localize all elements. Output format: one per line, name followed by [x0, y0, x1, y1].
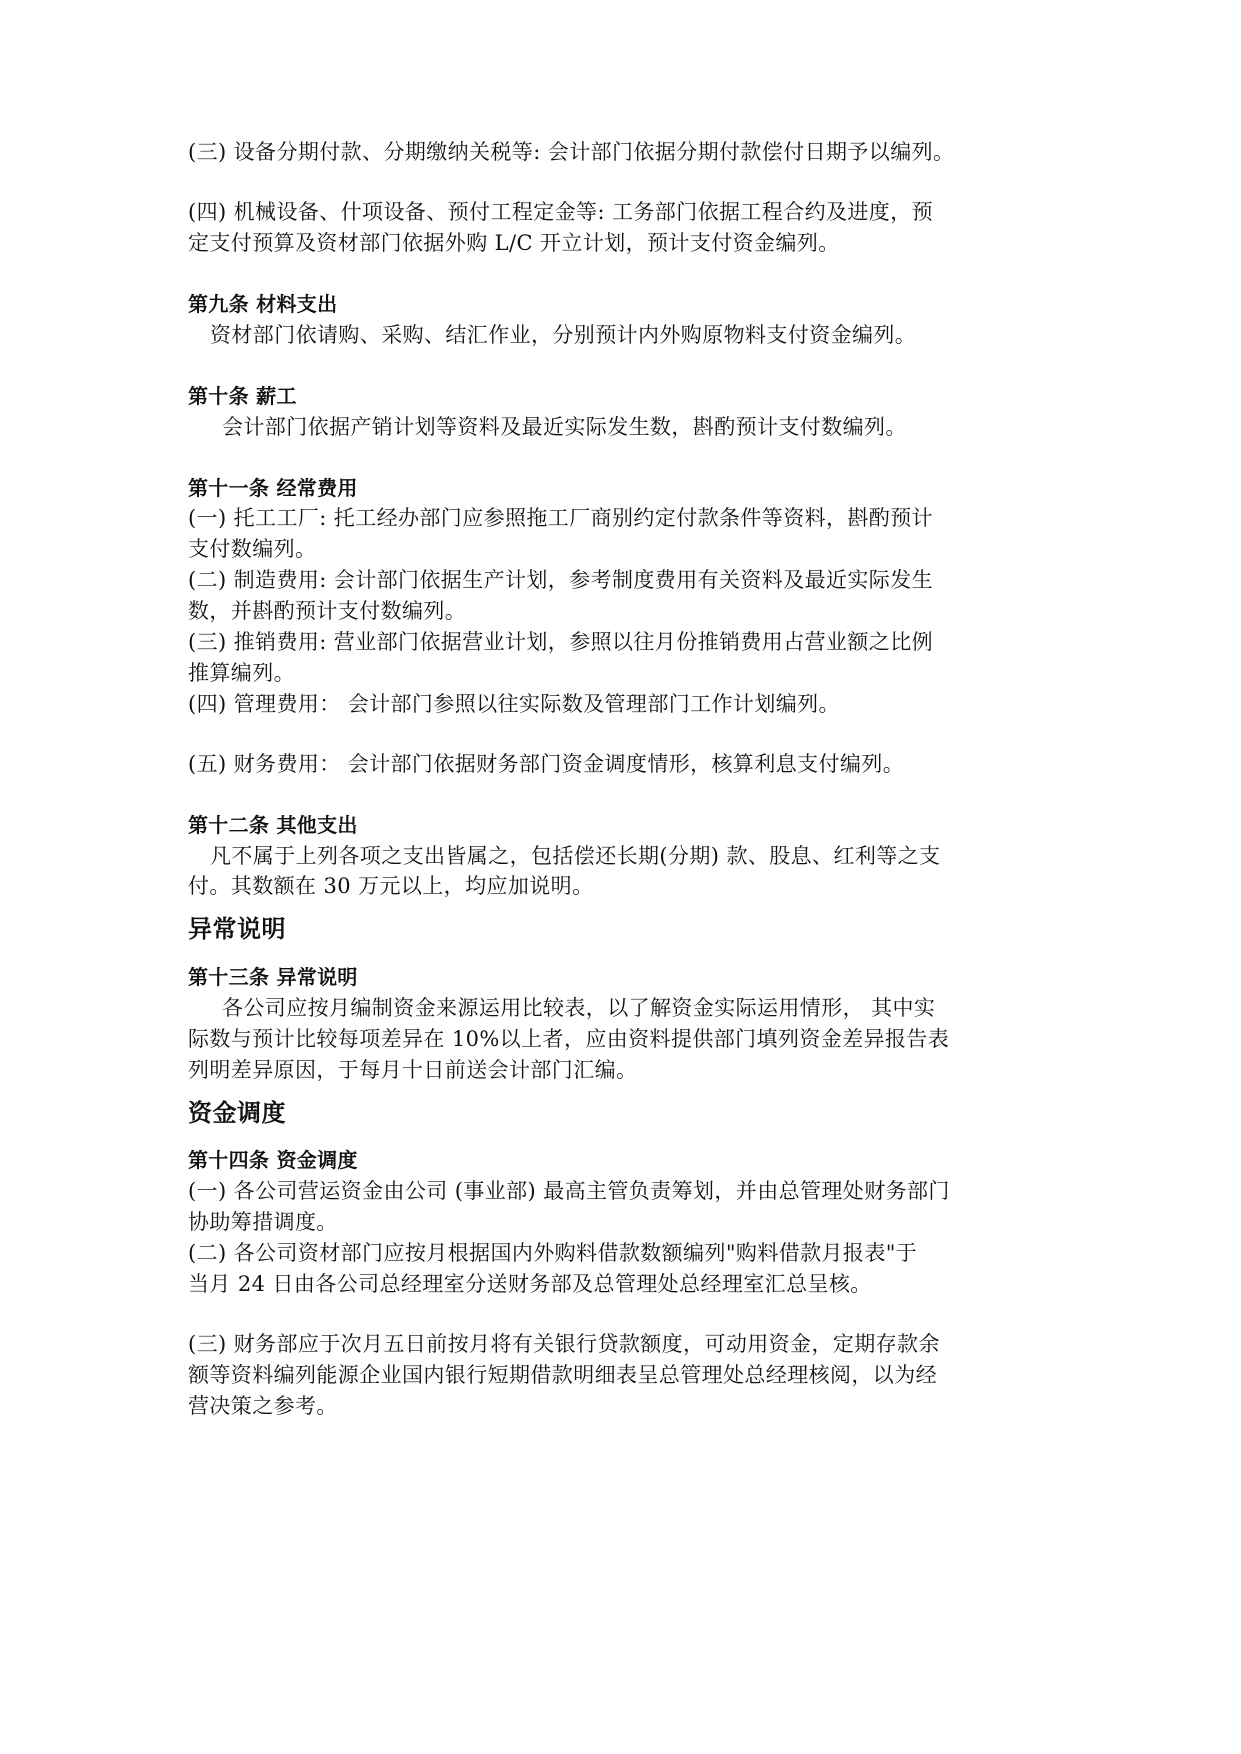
section-heading: 资金调度 — [188, 1099, 286, 1127]
article-heading: 第十条 薪工 — [188, 384, 297, 408]
article-heading: 第十二条 其他支出 — [188, 813, 358, 837]
article-heading: 第十一条 经常费用 — [188, 476, 358, 500]
paragraph-line: 营决策之参考。 — [188, 1394, 338, 1418]
paragraph-line: 资材部门依请购、采购、结汇作业，分别预计内外购原物料支付资金编列。 — [210, 323, 917, 347]
paragraph-line: (一) 托工工厂: 托工经办部门应参照拖工厂商别约定付款条件等资料，斟酌预计 — [188, 506, 934, 530]
paragraph-line: (三) 推销费用: 营业部门依据营业计划，参照以往月份推销费用占营业额之比例 — [188, 630, 934, 654]
paragraph-line: (一) 各公司营运资金由公司 (事业部) 最高主管负责筹划，并由总管理处财务部门 — [188, 1179, 950, 1203]
paragraph-line: 额等资料编列能源企业国内银行短期借款明细表呈总管理处总经理核阅，以为经 — [188, 1363, 937, 1387]
paragraph-line: (四) 机械设备、什项设备、预付工程定金等: 工务部门依据工程合约及进度，预 — [188, 200, 934, 224]
article-heading: 第十四条 资金调度 — [188, 1148, 358, 1172]
paragraph-line: (三) 财务部应于次月五日前按月将有关银行贷款额度，可动用资金，定期存款余 — [188, 1332, 940, 1356]
paragraph-line: (三) 设备分期付款、分期缴纳关税等: 会计部门依据分期付款偿付日期予以编列。 — [188, 140, 955, 164]
paragraph-line: (二) 各公司资材部门应按月根据国内外购料借款数额编列"购料借款月报表"于 — [188, 1241, 918, 1265]
paragraph-line: (二) 制造费用: 会计部门依据生产计划，参考制度费用有关资料及最近实际发生 — [188, 568, 934, 592]
paragraph-line: 会计部门依据产销计划等资料及最近实际发生数，斟酌预计支付数编列。 — [222, 415, 907, 439]
paragraph-line: 凡不属于上列各项之支出皆属之，包括偿还长期(分期) 款、股息、红利等之支 — [210, 844, 941, 868]
paragraph-line: 支付数编列。 — [188, 537, 317, 561]
paragraph-line: 协助筹措调度。 — [188, 1210, 338, 1234]
paragraph-line: 当月 24 日由各公司总经理室分送财务部及总管理处总经理室汇总呈核。 — [188, 1272, 872, 1296]
paragraph-line: 付。其数额在 30 万元以上，均应加说明。 — [188, 874, 594, 898]
section-heading: 异常说明 — [188, 915, 286, 943]
paragraph-line: (五) 财务费用： 会计部门依据财务部门资金调度情形，核算利息支付编列。 — [188, 752, 905, 776]
article-heading: 第九条 材料支出 — [188, 292, 338, 316]
paragraph-line: 际数与预计比较每项差异在 10%以上者，应由资料提供部门填列资金差异报告表 — [188, 1027, 950, 1051]
paragraph-line: 数，并斟酌预计支付数编列。 — [188, 599, 467, 623]
paragraph-line: 各公司应按月编制资金来源运用比较表，以了解资金实际运用情形， 其中实 — [222, 996, 936, 1020]
paragraph-line: (四) 管理费用： 会计部门参照以往实际数及管理部门工作计划编列。 — [188, 692, 840, 716]
paragraph-line: 推算编列。 — [188, 661, 295, 685]
paragraph-line: 列明差异原因，于每月十日前送会计部门汇编。 — [188, 1058, 638, 1082]
paragraph-line: 定支付预算及资材部门依据外购 L/C 开立计划，预计支付资金编列。 — [188, 231, 840, 255]
article-heading: 第十三条 异常说明 — [188, 965, 358, 989]
